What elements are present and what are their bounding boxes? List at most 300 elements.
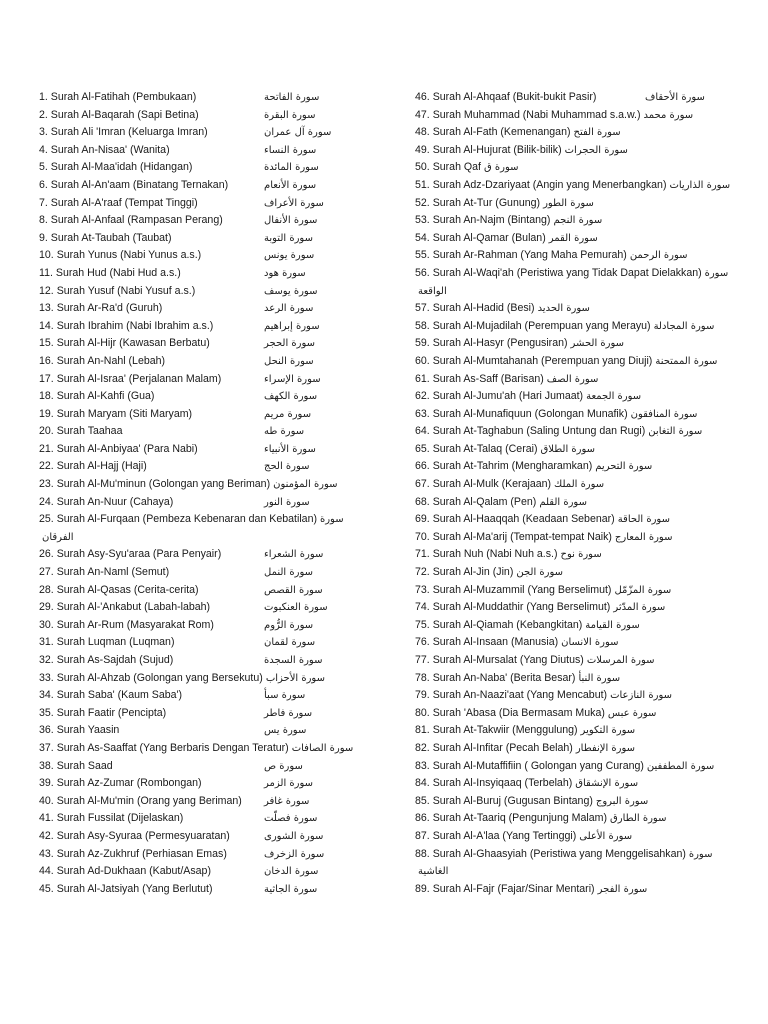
surah-entry bbox=[415, 265, 745, 300]
surah-entry bbox=[415, 793, 745, 811]
surah-number: 64. bbox=[415, 425, 430, 438]
surah-latin-name bbox=[39, 672, 263, 684]
surah-title: Surah Al-Jatsiyah (Yang Berlutut) bbox=[56, 882, 213, 895]
surah-title: Surah Al-Haaqqah (Keadaan Sebenar) bbox=[432, 513, 615, 526]
surah-entry bbox=[39, 283, 369, 301]
surah-arabic-name: سورة الأعراف bbox=[264, 197, 324, 209]
surah-number: 70. bbox=[415, 530, 430, 543]
surah-number: 53. bbox=[415, 214, 430, 227]
surah-title: Surah At-Talaq (Cerai) bbox=[432, 442, 538, 455]
surah-arabic-name: سورة الملك bbox=[554, 479, 605, 491]
surah-title: Surah Ad-Dukhaan (Kabut/Asap) bbox=[56, 865, 211, 878]
surah-number: 55. bbox=[415, 249, 430, 262]
surah-title: Surah Az-Zukhruf (Perhiasan Emas) bbox=[56, 847, 227, 860]
surah-latin-name bbox=[39, 793, 242, 811]
surah-title: Surah Al-Hujurat (Bilik-bilik) bbox=[432, 143, 562, 156]
surah-title: Surah Nuh (Nabi Nuh a.s.) bbox=[432, 548, 558, 561]
surah-title: Surah Al-Furqaan (Pembeza Kebenaran dan Kebatilan) bbox=[56, 513, 317, 526]
surah-latin-name bbox=[39, 159, 192, 177]
surah-entry bbox=[39, 564, 369, 582]
surah-number: 17. bbox=[39, 372, 54, 385]
surah-entry bbox=[39, 441, 369, 459]
surah-number: 81. bbox=[415, 724, 430, 737]
surah-number: 47. bbox=[415, 108, 430, 121]
surah-arabic-name: سورة الفجر bbox=[597, 883, 648, 895]
surah-latin-name bbox=[39, 247, 201, 265]
surah-number: 75. bbox=[415, 618, 430, 631]
surah-entry bbox=[39, 652, 369, 670]
surah-entry bbox=[39, 353, 369, 371]
surah-latin-name bbox=[39, 283, 195, 301]
surah-latin-name bbox=[39, 546, 221, 564]
surah-entry bbox=[39, 511, 369, 546]
surah-latin-name bbox=[39, 371, 221, 389]
surah-entry bbox=[39, 89, 369, 107]
surah-arabic-name: سورة آل عمران bbox=[264, 127, 332, 139]
surah-title: Surah Al-Anbiyaa' (Para Nabi) bbox=[56, 442, 198, 455]
surah-latin-name bbox=[415, 724, 578, 736]
surah-latin-name bbox=[415, 89, 596, 107]
surah-arabic-name: سورة هود bbox=[264, 267, 306, 279]
surah-entry bbox=[39, 406, 369, 424]
surah-number: 20. bbox=[39, 425, 54, 438]
surah-latin-name bbox=[39, 212, 223, 230]
surah-latin-name bbox=[415, 654, 584, 666]
surah-number: 34. bbox=[39, 689, 54, 702]
surah-arabic-name: سورة الجمعة bbox=[586, 391, 642, 403]
surah-latin-name bbox=[39, 617, 214, 635]
surah-entry bbox=[39, 124, 369, 142]
surah-latin-name bbox=[415, 777, 572, 789]
surah-entry bbox=[415, 177, 745, 195]
surah-number: 15. bbox=[39, 337, 54, 350]
surah-title: Surah Al-Hadid (Besi) bbox=[432, 302, 535, 315]
surah-arabic-name: سورة المرسلات bbox=[586, 655, 655, 666]
surah-entry bbox=[415, 212, 745, 230]
surah-arabic-name: سورة الحجر bbox=[264, 338, 316, 350]
surah-title: Surah Al-Ahqaaf (Bukit-bukit Pasir) bbox=[432, 91, 597, 103]
surah-arabic-name: سورة التكوير bbox=[580, 725, 636, 737]
surah-latin-name bbox=[415, 408, 628, 420]
surah-arabic-name: سورة النبأ bbox=[578, 672, 621, 684]
surah-arabic-name: سورة السجدة bbox=[264, 655, 323, 666]
surah-latin-name bbox=[39, 265, 181, 283]
surah-title: Surah Luqman (Luqman) bbox=[56, 636, 175, 649]
surah-latin-name bbox=[39, 652, 173, 670]
surah-latin-name bbox=[39, 846, 227, 864]
surah-title: Surah As-Saaffat (Yang Berbaris Dengan Teratur) bbox=[56, 741, 289, 754]
surah-number: 1. bbox=[39, 91, 48, 103]
surah-arabic-name: سورة الحشر bbox=[570, 338, 625, 350]
surah-entry bbox=[39, 810, 369, 828]
surah-arabic-name: سورة المزّمّل bbox=[614, 584, 672, 596]
surah-arabic-name: سورة الانسان bbox=[561, 637, 619, 649]
surah-title: Surah Al-Infitar (Pecah Belah) bbox=[432, 741, 573, 754]
surah-number: 12. bbox=[39, 284, 54, 297]
surah-latin-name bbox=[415, 830, 576, 842]
surah-arabic-name: سورة نوح bbox=[560, 549, 602, 561]
surah-title: Surah Al-Qamar (Bulan) bbox=[432, 231, 546, 244]
surah-arabic-name: سورة النجم bbox=[553, 215, 603, 227]
surah-arabic-name: سورة العنكبوت bbox=[264, 602, 328, 614]
surah-latin-name bbox=[415, 265, 745, 300]
surah-list-left-column bbox=[39, 89, 369, 898]
surah-arabic-name: سورة الرحمن bbox=[629, 250, 688, 262]
surah-arabic-name: سورة الذاريات bbox=[669, 179, 731, 191]
surah-arabic-name: سورة المعارج bbox=[614, 531, 673, 543]
surah-number: 27. bbox=[39, 566, 54, 579]
surah-title: Surah Al-An'aam (Binatang Ternakan) bbox=[50, 178, 229, 191]
surah-latin-name bbox=[415, 126, 570, 138]
surah-entry bbox=[39, 687, 369, 705]
surah-arabic-name: سورة الشعراء bbox=[264, 549, 324, 561]
surah-number: 87. bbox=[415, 829, 430, 842]
surah-entry bbox=[39, 863, 369, 881]
surah-arabic-name: سورة الكهف bbox=[264, 391, 318, 403]
surah-number: 8. bbox=[39, 214, 48, 227]
surah-number: 2. bbox=[39, 108, 48, 121]
surah-title: Surah Asy-Syuraa (Permesyuaratan) bbox=[56, 829, 230, 842]
surah-arabic-name: سورة الإنشقاق bbox=[575, 778, 639, 790]
surah-title: Surah Al-Jumu'ah (Hari Jumaat) bbox=[432, 390, 584, 403]
surah-title: Surah Al-Muzammil (Yang Berselimut) bbox=[432, 583, 612, 596]
surah-arabic-name: سورة المؤمنون bbox=[273, 479, 338, 491]
surah-title: Surah An-Naazi'aat (Yang Mencabut) bbox=[432, 689, 608, 702]
surah-entry bbox=[415, 828, 745, 846]
surah-number: 63. bbox=[415, 407, 430, 420]
surah-latin-name bbox=[39, 705, 166, 723]
surah-latin-name bbox=[39, 458, 147, 476]
surah-entry bbox=[415, 441, 745, 459]
surah-title: Surah Al-Insaan (Manusia) bbox=[432, 636, 559, 649]
surah-latin-name bbox=[39, 388, 154, 406]
surah-title: Surah As-Saff (Barisan) bbox=[432, 372, 544, 385]
surah-latin-name bbox=[415, 249, 627, 261]
surah-latin-name bbox=[415, 179, 666, 191]
surah-arabic-name: سورة يونس bbox=[264, 250, 315, 262]
surah-number: 52. bbox=[415, 196, 430, 209]
surah-number: 66. bbox=[415, 460, 430, 473]
surah-number: 51. bbox=[415, 178, 430, 191]
surah-title: Surah Al-Jin (Jin) bbox=[432, 566, 514, 579]
surah-arabic-name: سورة النحل bbox=[264, 355, 314, 367]
surah-arabic-name: سورة الحديد bbox=[537, 303, 590, 315]
surah-latin-name bbox=[39, 230, 172, 248]
surah-number: 25. bbox=[39, 513, 54, 526]
surah-latin-name bbox=[415, 197, 540, 209]
surah-title: Surah At-Tahrim (Mengharamkan) bbox=[432, 460, 593, 473]
surah-title: Surah Taahaa bbox=[56, 425, 123, 438]
surah-number: 88. bbox=[415, 847, 430, 860]
surah-number: 76. bbox=[415, 636, 430, 649]
surah-entry bbox=[39, 740, 369, 758]
surah-arabic-name: سورة الدخان bbox=[264, 866, 319, 878]
surah-number: 73. bbox=[415, 583, 430, 596]
surah-latin-name bbox=[39, 107, 199, 125]
surah-entry bbox=[39, 423, 369, 441]
surah-title: Surah Al-Insyiqaaq (Terbelah) bbox=[432, 777, 573, 790]
surah-entry bbox=[415, 617, 745, 635]
surah-latin-name bbox=[415, 478, 551, 490]
surah-number: 89. bbox=[415, 882, 430, 895]
surah-entry bbox=[415, 511, 745, 529]
surah-entry bbox=[39, 388, 369, 406]
surah-entry bbox=[39, 881, 369, 899]
surah-number: 62. bbox=[415, 390, 430, 403]
surah-number: 86. bbox=[415, 812, 430, 825]
surah-title: Surah At-Tur (Gunung) bbox=[432, 196, 541, 209]
surah-arabic-name: سورة الطارق bbox=[610, 813, 667, 825]
surah-number: 41. bbox=[39, 812, 54, 825]
surah-latin-name bbox=[39, 564, 169, 582]
surah-latin-name bbox=[39, 810, 183, 828]
surah-title: Surah An-Naml (Semut) bbox=[56, 566, 170, 579]
surah-number: 71. bbox=[415, 548, 430, 561]
surah-arabic-name: سورة المائدة bbox=[264, 162, 319, 174]
surah-entry bbox=[415, 582, 745, 600]
surah-entry bbox=[415, 230, 745, 248]
surah-arabic-name: سورة الحجرات bbox=[564, 144, 628, 156]
surah-number: 79. bbox=[415, 689, 430, 702]
surah-arabic-name: سورة المطففين bbox=[646, 760, 715, 772]
surah-title: Surah Al-Munafiquun (Golongan Munafik) bbox=[432, 407, 628, 420]
surah-number: 14. bbox=[39, 319, 54, 332]
surah-entry bbox=[415, 705, 745, 723]
surah-latin-name bbox=[39, 742, 289, 754]
surah-number: 84. bbox=[415, 777, 430, 790]
surah-entry bbox=[415, 142, 745, 160]
surah-number: 5. bbox=[39, 161, 48, 174]
surah-latin-name bbox=[415, 513, 615, 525]
surah-number: 78. bbox=[415, 671, 430, 684]
surah-latin-name bbox=[39, 634, 174, 652]
surah-arabic-name: سورة مريم bbox=[264, 408, 312, 420]
surah-number: 7. bbox=[39, 196, 48, 209]
surah-number: 10. bbox=[39, 249, 54, 262]
surah-entry bbox=[415, 758, 745, 776]
surah-latin-name bbox=[39, 881, 213, 899]
surah-number: 4. bbox=[39, 143, 48, 156]
surah-number: 30. bbox=[39, 618, 54, 631]
surah-latin-name bbox=[415, 531, 612, 543]
surah-title: Surah Al-Qasas (Cerita-cerita) bbox=[56, 583, 199, 596]
surah-title: Surah Asy-Syu'araa (Para Penyair) bbox=[56, 548, 222, 561]
surah-number: 59. bbox=[415, 337, 430, 350]
surah-title: Surah Al-Mutaffifiin ( Golongan yang Curang) bbox=[432, 759, 644, 772]
surah-title: Surah Al-Fajr (Fajar/Sinar Mentari) bbox=[432, 882, 595, 895]
surah-title: Surah Al-Kahfi (Gua) bbox=[56, 390, 155, 403]
surah-arabic-name: سورة القلم bbox=[539, 496, 587, 508]
surah-title: Surah An-Nuur (Cahaya) bbox=[56, 495, 174, 508]
surah-entry bbox=[415, 687, 745, 705]
surah-latin-name bbox=[415, 337, 568, 349]
surah-entry bbox=[415, 846, 745, 881]
surah-entry bbox=[39, 617, 369, 635]
surah-entry bbox=[39, 142, 369, 160]
surah-arabic-name: سورة الإنفطار bbox=[575, 742, 636, 754]
surah-title: Surah Yunus (Nabi Yunus a.s.) bbox=[56, 249, 202, 262]
surah-latin-name bbox=[39, 406, 192, 424]
surah-latin-name bbox=[39, 758, 113, 776]
surah-arabic-name: سورة الجاثية bbox=[264, 883, 318, 895]
surah-arabic-name: سورة الأحقاف bbox=[645, 92, 705, 103]
surah-title: Surah Al-Mumtahanah (Perempuan yang Diuji) bbox=[432, 354, 653, 367]
surah-arabic-name: سورة إبراهيم bbox=[264, 320, 320, 332]
surah-number: 31. bbox=[39, 636, 54, 649]
surah-entry bbox=[415, 529, 745, 547]
surah-title: Surah Al-Waqi'ah (Peristiwa yang Tidak Dapat Dielakkan) bbox=[432, 266, 702, 279]
surah-arabic-name: سورة الأنفال bbox=[264, 215, 318, 227]
surah-number: 57. bbox=[415, 302, 430, 315]
surah-number: 33. bbox=[39, 671, 54, 684]
surah-latin-name bbox=[415, 636, 558, 648]
surah-arabic-name: سورة فاطر bbox=[264, 707, 313, 719]
surah-entry bbox=[39, 670, 369, 688]
surah-number: 32. bbox=[39, 654, 54, 666]
surah-number: 24. bbox=[39, 495, 54, 508]
surah-title: Surah Saad bbox=[56, 759, 113, 772]
surah-arabic-name: سورة الواقعة bbox=[418, 267, 729, 297]
surah-entry bbox=[415, 371, 745, 389]
surah-arabic-name: سورة يس bbox=[264, 725, 307, 737]
surah-latin-name bbox=[39, 828, 230, 846]
surah-title: Surah Ar-Rum (Masyarakat Rom) bbox=[56, 618, 214, 631]
surah-entry bbox=[415, 881, 745, 899]
surah-title: Surah Al-A'laa (Yang Tertinggi) bbox=[432, 829, 577, 842]
surah-title: Surah Al-Mursalat (Yang Diutus) bbox=[432, 654, 584, 666]
surah-title: Surah Faatir (Pencipta) bbox=[56, 706, 167, 719]
surah-latin-name bbox=[415, 760, 644, 772]
surah-latin-name bbox=[415, 109, 641, 121]
surah-arabic-name: سورة الصف bbox=[546, 373, 599, 385]
surah-entry bbox=[39, 159, 369, 177]
surah-title: Surah Al-Anfaal (Rampasan Perang) bbox=[50, 214, 223, 227]
surah-number: 48. bbox=[415, 126, 430, 139]
surah-title: Surah At-Taariq (Pengunjung Malam) bbox=[432, 812, 607, 825]
surah-entry bbox=[415, 423, 745, 441]
surah-arabic-name: سورة النساء bbox=[264, 144, 317, 156]
surah-number: 58. bbox=[415, 319, 430, 332]
surah-arabic-name: سورة الأحزاب bbox=[265, 672, 325, 684]
surah-arabic-name: سورة الممتحنة bbox=[655, 355, 718, 367]
surah-number: 18. bbox=[39, 390, 54, 403]
surah-title: Surah At-Taghabun (Saling Untung dan Rugi) bbox=[432, 425, 646, 438]
surah-arabic-name: سورة الجن bbox=[516, 567, 564, 579]
surah-entry bbox=[415, 740, 745, 758]
surah-entry bbox=[415, 652, 745, 670]
surah-arabic-name: سورة الزخرف bbox=[264, 848, 325, 860]
surah-latin-name bbox=[415, 373, 544, 385]
surah-number: 40. bbox=[39, 794, 54, 807]
surah-title: Surah Al-Israa' (Perjalanan Malam) bbox=[56, 372, 222, 385]
surah-title: Surah Al-Ghaasyiah (Peristiwa yang Menggelisahkan) bbox=[432, 847, 686, 860]
surah-arabic-name: سورة الفاتحة bbox=[264, 92, 320, 103]
surah-number: 16. bbox=[39, 354, 54, 367]
surah-title: Surah Saba' (Kaum Saba') bbox=[56, 689, 183, 702]
surah-number: 60. bbox=[415, 354, 430, 367]
surah-entry bbox=[39, 599, 369, 617]
surah-entry bbox=[39, 177, 369, 195]
surah-title: Surah Az-Zumar (Rombongan) bbox=[56, 777, 202, 790]
surah-entry bbox=[39, 247, 369, 265]
surah-latin-name bbox=[415, 425, 645, 437]
surah-latin-name bbox=[39, 318, 213, 336]
surah-title: Surah Al-Mulk (Kerajaan) bbox=[432, 478, 552, 491]
surah-number: 3. bbox=[39, 126, 48, 139]
surah-latin-name bbox=[39, 511, 369, 546]
surah-latin-name bbox=[415, 144, 562, 156]
surah-latin-name bbox=[415, 443, 538, 455]
surah-entry bbox=[39, 758, 369, 776]
surah-entry bbox=[39, 212, 369, 230]
surah-title: Surah Hud (Nabi Hud a.s.) bbox=[55, 266, 181, 279]
surah-arabic-name: سورة عبس bbox=[607, 707, 657, 719]
surah-arabic-name: سورة فصلّت bbox=[264, 813, 318, 825]
surah-latin-name bbox=[39, 195, 198, 213]
surah-entry bbox=[415, 388, 745, 406]
surah-number: 6. bbox=[39, 178, 48, 191]
surah-number: 77. bbox=[415, 654, 430, 666]
surah-entry bbox=[415, 195, 745, 213]
surah-title: Surah Al-Fatihah (Pembukaan) bbox=[50, 91, 197, 103]
surah-number: 45. bbox=[39, 882, 54, 895]
surah-entry bbox=[39, 476, 369, 494]
surah-title: Surah Al-Ahzab (Golongan yang Bersekutu) bbox=[56, 671, 263, 684]
surah-arabic-name: سورة المدّثر bbox=[613, 602, 666, 614]
surah-title: Surah Al-Hasyr (Pengusiran) bbox=[432, 337, 568, 350]
surah-title: Surah Al-Maa'idah (Hidangan) bbox=[50, 161, 193, 174]
surah-arabic-name: سورة يوسف bbox=[264, 285, 318, 297]
surah-entry bbox=[415, 318, 745, 336]
surah-entry bbox=[415, 406, 745, 424]
surah-title: Surah Fussilat (Dijelaskan) bbox=[56, 812, 184, 825]
surah-title: Surah Al-Hijr (Kawasan Berbatu) bbox=[56, 337, 210, 350]
surah-arabic-name: سورة النور bbox=[264, 496, 310, 508]
surah-arabic-name: سورة الصافات bbox=[291, 742, 354, 754]
surah-latin-name bbox=[39, 599, 210, 617]
surah-title: Surah At-Taubah (Taubat) bbox=[50, 231, 172, 244]
surah-latin-name bbox=[415, 320, 651, 332]
surah-title: Surah Al-Mu'minun (Golongan yang Beriman) bbox=[56, 478, 271, 491]
surah-title: Surah An-Nahl (Lebah) bbox=[56, 354, 166, 367]
surah-latin-name bbox=[415, 707, 605, 719]
surah-number: 54. bbox=[415, 231, 430, 244]
surah-arabic-name: سورة الحج bbox=[264, 461, 310, 473]
surah-number: 21. bbox=[39, 442, 54, 455]
surah-entry bbox=[415, 476, 745, 494]
surah-title: Surah Yusuf (Nabi Yusuf a.s.) bbox=[56, 284, 196, 297]
surah-number: 68. bbox=[415, 495, 430, 508]
surah-title: Surah Al-Baqarah (Sapi Betina) bbox=[50, 108, 199, 121]
surah-entry bbox=[415, 335, 745, 353]
surah-title: Surah Yaasin bbox=[56, 724, 120, 737]
surah-entry bbox=[39, 582, 369, 600]
surah-latin-name bbox=[415, 672, 575, 684]
surah-entry bbox=[415, 564, 745, 582]
surah-title: Surah Al-A'raaf (Tempat Tinggi) bbox=[50, 196, 198, 209]
surah-entry bbox=[415, 247, 745, 265]
surah-latin-name bbox=[415, 214, 550, 226]
surah-entry bbox=[415, 458, 745, 476]
surah-latin-name bbox=[415, 601, 610, 613]
surah-number: 83. bbox=[415, 759, 430, 772]
surah-number: 13. bbox=[39, 302, 54, 315]
surah-arabic-name: سورة لقمان bbox=[264, 637, 316, 649]
surah-arabic-name: سورة الغاشية bbox=[418, 848, 713, 878]
surah-entry bbox=[415, 89, 745, 107]
surah-arabic-name: سورة الرُّوم bbox=[264, 619, 314, 631]
surah-number: 46. bbox=[415, 91, 430, 103]
